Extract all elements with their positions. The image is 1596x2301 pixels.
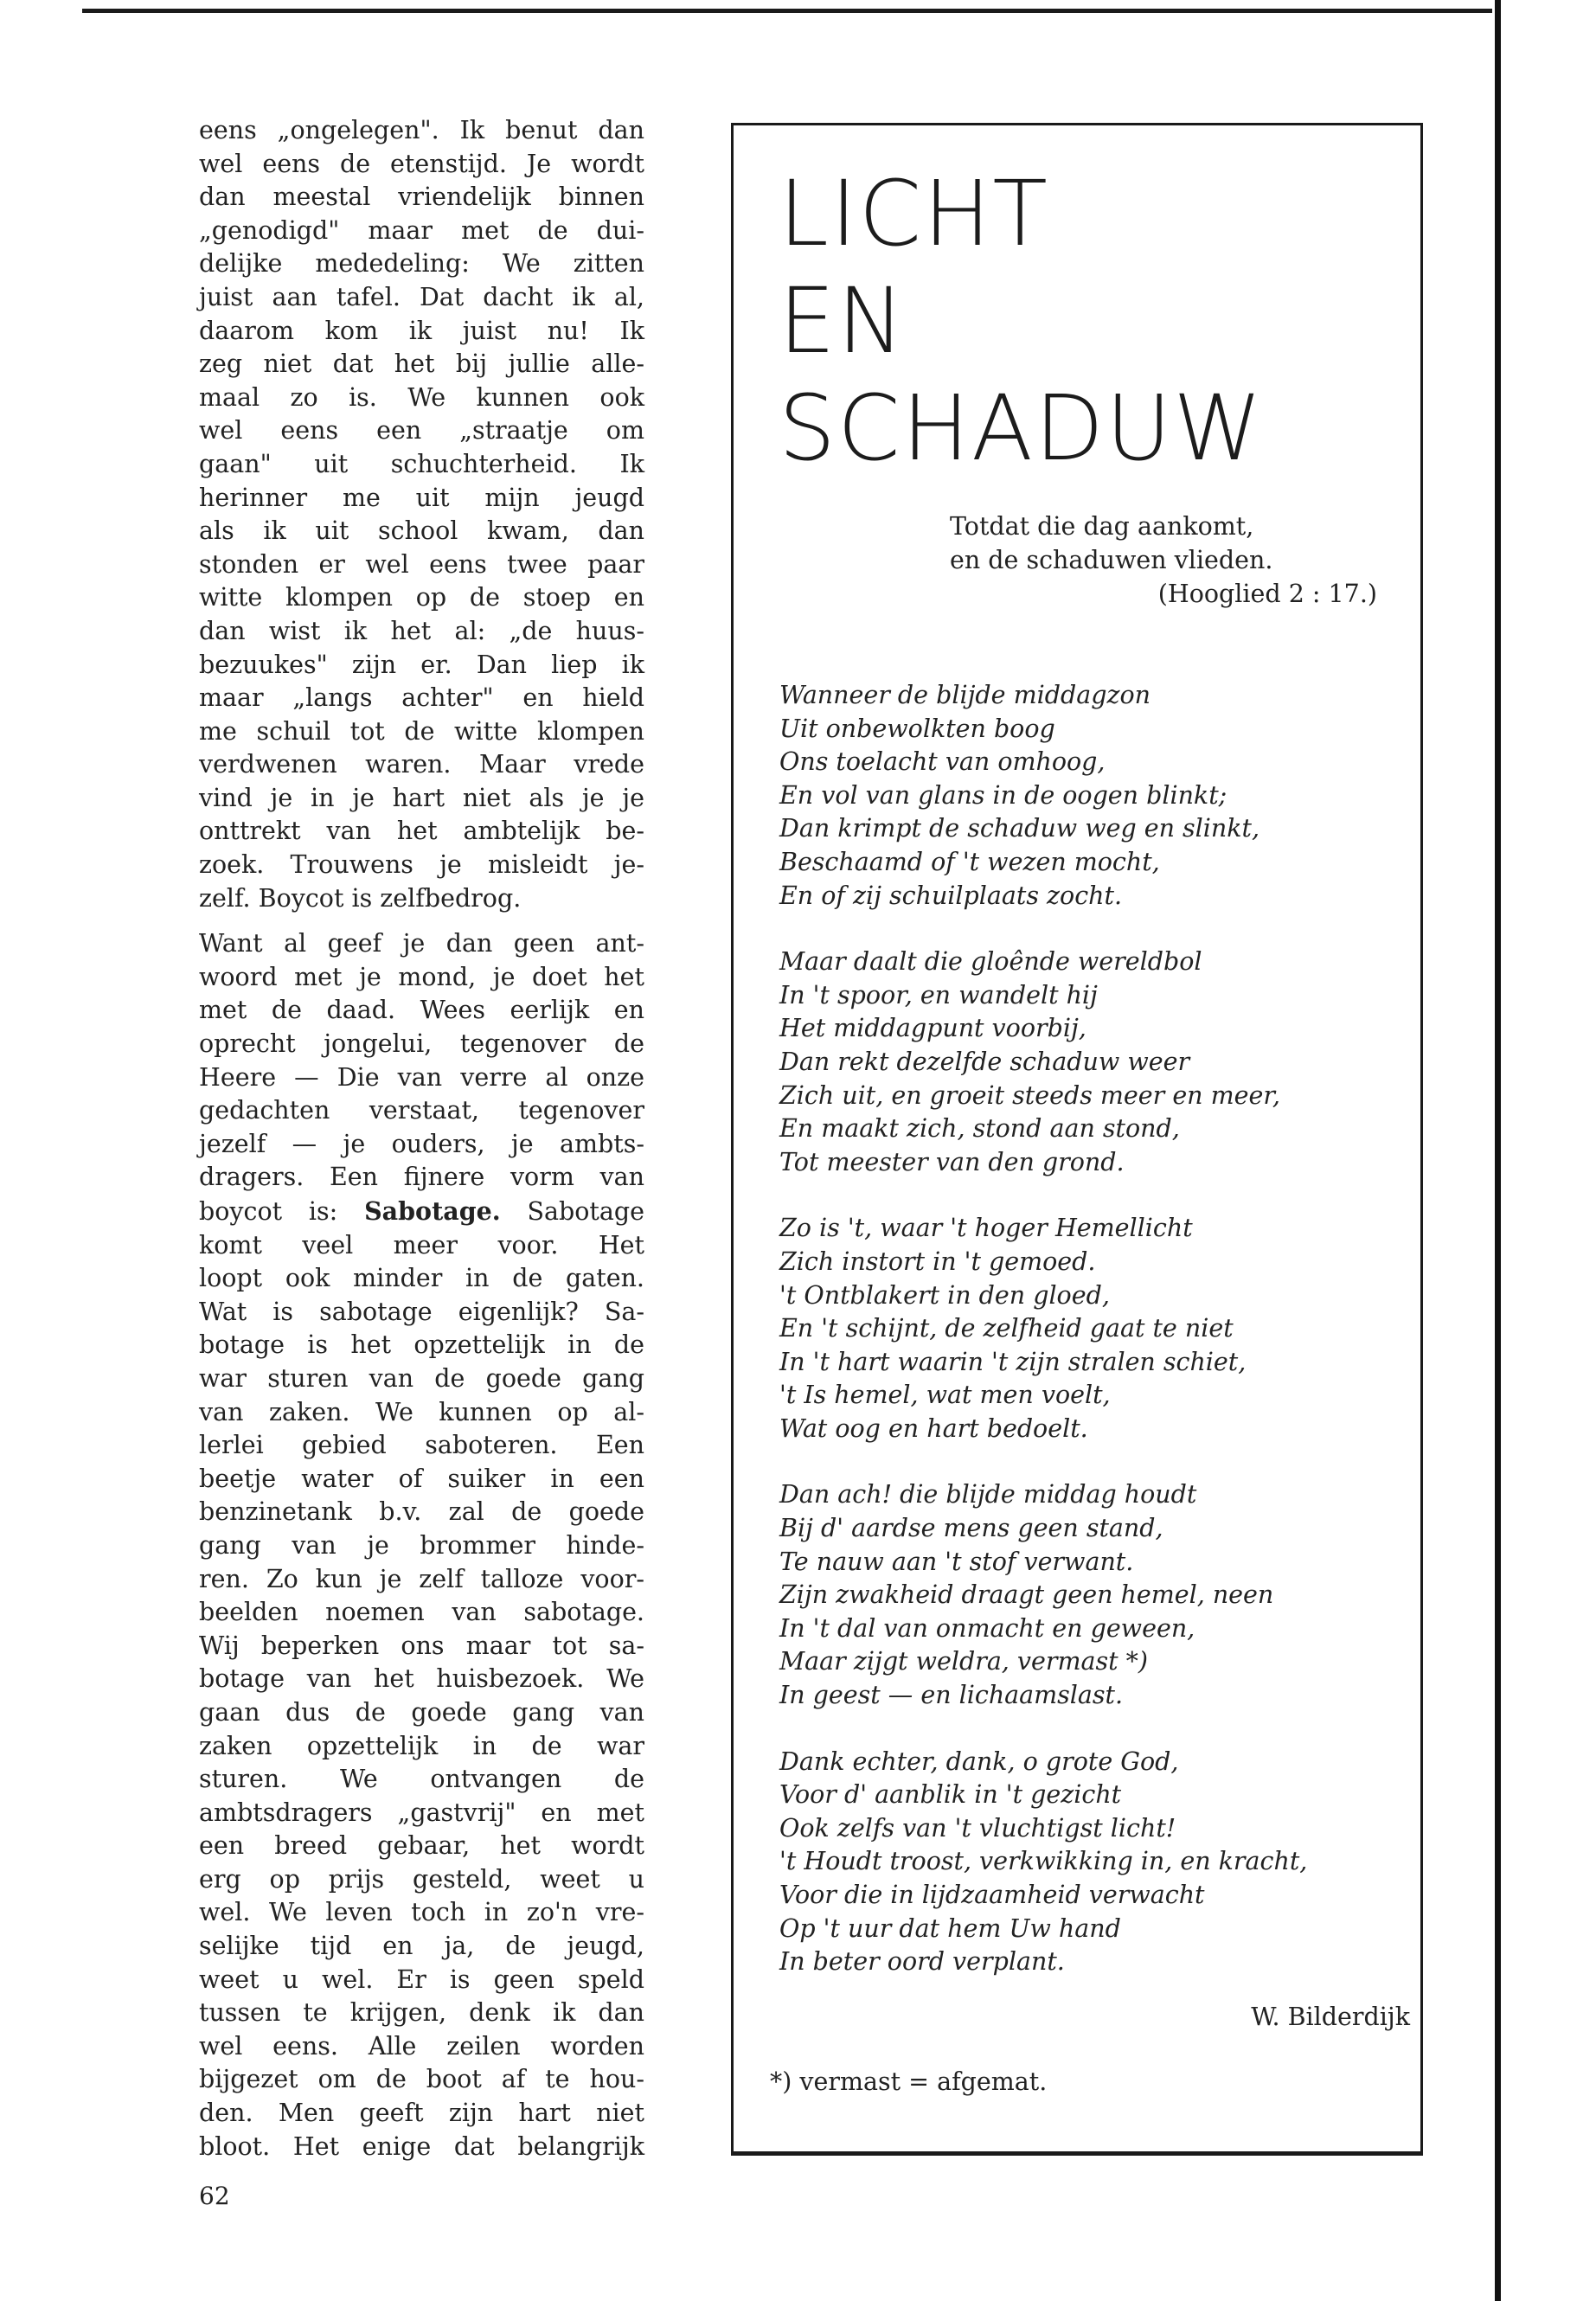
poem-line: En of zij schuilplaats zocht. (779, 881, 1123, 910)
poem-line: Ook zelfs van 't vluchtigst licht! (779, 1813, 1176, 1843)
text-line: gaan" uit schuchterheid. Ik (199, 449, 644, 478)
text-line: oprecht jongelui, tegenover de (199, 1029, 644, 1059)
paragraph-2 (199, 927, 644, 2163)
poem-line: Ons toelacht van omhoog, (779, 747, 1106, 777)
text-line-with-bold (199, 1195, 644, 1229)
text-line: erg op prijs gesteld, weet u (199, 1864, 644, 1894)
poem-line: Zich instort in 't gemoed. (779, 1247, 1096, 1276)
poem-line: Voor d' aanblik in 't gezicht (779, 1780, 1122, 1810)
text-line: dan meestal vriendelijk binnen (199, 183, 644, 212)
text-line: maal zo is. We kunnen ook (199, 382, 644, 412)
poem-title (779, 160, 1264, 482)
poem-line: Tot meester van den grond. (779, 1147, 1125, 1176)
text-line: benzinetank b.v. zal de goede (199, 1497, 644, 1527)
text-line: loopt ook minder in de gaten. (199, 1264, 644, 1293)
poem-line: En 't schijnt, de zelfheid gaat te niet (779, 1314, 1234, 1343)
text-line: ambtsdragers „gastvrij" en met (199, 1798, 644, 1827)
poem-line: Voor die in lijdzaamheid verwacht (779, 1881, 1205, 1909)
poem-line: Maar zijgt weldra, vermast *) (779, 1647, 1149, 1676)
title-line: EN (779, 268, 907, 374)
text-line: woord met je mond, je doet het (199, 962, 644, 991)
poem-line: Dan krimpt de schaduw weg en slinkt, (779, 814, 1260, 843)
text-line: Wat is sabotage eigenlijk? Sa- (199, 1297, 644, 1326)
poem-author: W. Bilderdijk (1251, 2003, 1410, 2031)
poem-line: Op 't uur dat hem Uw hand (779, 1913, 1121, 1943)
text-line: botage van het huisbezoek. We (199, 1664, 644, 1694)
text-line: weet u wel. Er is geen speld (199, 1965, 644, 1994)
text-line: „genodigd" maar met de dui- (199, 215, 644, 245)
poem-line: In 't hart waarin 't zijn stralen schiet, (779, 1347, 1247, 1376)
article-column (199, 114, 644, 2163)
poem-line: Het middagpunt voorbij, (779, 1014, 1086, 1043)
text-line: jezelf — je ouders, je ambts- (199, 1129, 644, 1158)
stanza (779, 945, 1402, 1179)
text-line: bloot. Het enige dat belangrijk (199, 2131, 644, 2161)
poem-line: Dan ach! die blijde middag houdt (779, 1480, 1197, 1509)
text-line: beetje water of suiker in een (199, 1464, 644, 1493)
text-line: juist aan tafel. Dat dacht ik al, (199, 282, 644, 311)
text-line: beelden noemen van sabotage. (199, 1598, 644, 1627)
text-segment: Sabotage (500, 1197, 644, 1226)
stanza (779, 1212, 1402, 1445)
poem-line: 't Houdt troost, verkwikking in, en kracht, (779, 1847, 1308, 1876)
text-line: witte klompen op de stoep en (199, 583, 644, 612)
bold-term: Sabotage. (364, 1196, 501, 1226)
epigraph-line: Totdat die dag aankomt, (950, 512, 1254, 541)
text-line: dan wist ik het al: „de huus- (199, 616, 644, 645)
poem-line: Wat oog en hart bedoelt. (779, 1413, 1088, 1443)
text-line: onttrekt van het ambtelijk be- (199, 817, 644, 846)
poem-line: 't Ontblakert in den gloed, (779, 1280, 1110, 1310)
poem-line: Uit onbewolkten boog (779, 714, 1055, 743)
poem-line: Beschaamd of 't wezen mocht, (779, 847, 1160, 876)
text-line: komt veel meer voor. Het (199, 1230, 644, 1259)
text-line: Want al geef je dan geen ant- (199, 929, 644, 958)
text-line: dragers. Een fijnere vorm van (199, 1163, 644, 1192)
poem-line: Te nauw aan 't stof verwant. (779, 1547, 1134, 1576)
poem-line: In beter oord verplant. (779, 1947, 1065, 1977)
text-segment: boycot is: (199, 1197, 365, 1226)
poem-line: Dan rekt dezelfde schaduw weer (779, 1047, 1190, 1076)
paragraph-1 (199, 114, 644, 915)
text-line: tussen te krijgen, denk ik dan (199, 1998, 644, 2028)
poem-body (779, 679, 1402, 2012)
stanza (779, 1478, 1402, 1712)
text-line: maar „langs achter" en hield (199, 683, 644, 713)
text-line: gaan dus de goede gang van (199, 1697, 644, 1727)
text-line: wel eens een „straatje om (199, 416, 644, 445)
top-rule (82, 9, 1492, 13)
text-line: zaken opzettelijk in de war (199, 1731, 644, 1760)
poem-box (731, 123, 1423, 2156)
footnote: *) vermast = afgemat. (770, 2067, 1048, 2096)
stanza (779, 1746, 1402, 1979)
poem-line: In geest — en lichaamslast. (779, 1681, 1124, 1710)
epigraph-line: en de schaduwen vlieden. (950, 546, 1273, 574)
text-line: war sturen van de goede gang (199, 1363, 644, 1393)
text-line: bezuukes" zijn er. Dan liep ik (199, 650, 644, 679)
text-line: bijgezet om de boot af te hou- (199, 2065, 644, 2094)
poem-line: In 't spoor, en wandelt hij (779, 980, 1098, 1009)
text-line: wel eens. Alle zeilen worden (199, 2031, 644, 2061)
poem-line: Bij d' aardse mens geen stand, (779, 1514, 1163, 1543)
epigraph-reference: (Hooglied 2 : 17.) (1157, 580, 1377, 608)
text-line: gang van je brommer hinde- (199, 1530, 644, 1560)
text-line: zeg niet dat het bij jullie alle- (199, 349, 644, 379)
text-line: een breed gebaar, het wordt (199, 1831, 644, 1861)
text-line: herinner me uit mijn jeugd (199, 483, 644, 512)
text-line: den. Men geeft zijn hart niet (199, 2099, 644, 2128)
epigraph (950, 510, 1377, 611)
poem-line: Zijn zwakheid draagt geen hemel, neen (779, 1580, 1274, 1610)
poem-line: Maar daalt die gloênde wereldbol (779, 947, 1202, 977)
poem-line: In 't dal van onmacht en geween, (779, 1613, 1195, 1643)
poem-line: 't Is hemel, wat men voelt, (779, 1381, 1111, 1410)
text-line: wel. We leven toch in zo'n vre- (199, 1898, 644, 1927)
text-line: zelf. Boycot is zelfbedrog. (199, 883, 522, 913)
text-line: met de daad. Wees eerlijk en (199, 996, 644, 1025)
text-line: sturen. We ontvangen de (199, 1765, 644, 1794)
poem-line: Dank echter, dank, o grote God, (779, 1747, 1179, 1776)
text-line: wel eens de etenstijd. Je wordt (199, 149, 644, 178)
title-line: LICHT (779, 161, 1049, 266)
text-line: van zaken. We kunnen op al- (199, 1397, 644, 1426)
text-line: me schuil tot de witte klompen (199, 716, 644, 746)
poem-line: Zo is 't, waar 't hoger Hemellicht (779, 1214, 1193, 1243)
text-line: als ik uit school kwam, dan (199, 516, 644, 546)
poem-line: Zich uit, en groeit steeds meer en meer, (779, 1080, 1280, 1110)
poem-line: En vol van glans in de oogen blinkt; (779, 780, 1227, 810)
text-line: daarom kom ik juist nu! Ik (199, 316, 644, 345)
text-line: botage is het opzettelijk in de (199, 1330, 644, 1360)
poem-line: En maakt zich, stond aan stond, (779, 1114, 1180, 1144)
text-line: zoek. Trouwens je misleidt je- (199, 850, 644, 880)
text-line: vind je in je hart niet als je je (199, 783, 644, 812)
text-line: lerlei gebied saboteren. Een (199, 1431, 644, 1460)
text-line: gedachten verstaat, tegenover (199, 1096, 644, 1125)
text-line: verdwenen waren. Maar vrede (199, 750, 644, 779)
page-edge-bar (1495, 0, 1501, 2301)
text-line: eens „ongelegen". Ik benut dan (199, 116, 644, 144)
text-line: ren. Zo kun je zelf talloze voor- (199, 1564, 644, 1593)
text-line: Heere — Die van verre al onze (199, 1062, 644, 1092)
text-line: delijke mededeling: We zitten (199, 249, 644, 279)
text-line: selijke tijd en ja, de jeugd, (199, 1932, 644, 1961)
text-line: Wij beperken ons maar tot sa- (199, 1631, 644, 1660)
page-number: 62 (199, 2182, 230, 2210)
stanza (779, 679, 1402, 913)
title-line: SCHADUW (779, 375, 1265, 481)
text-line: stonden er wel eens twee paar (199, 549, 644, 579)
poem-line: Wanneer de blijde middagzon (779, 681, 1151, 709)
